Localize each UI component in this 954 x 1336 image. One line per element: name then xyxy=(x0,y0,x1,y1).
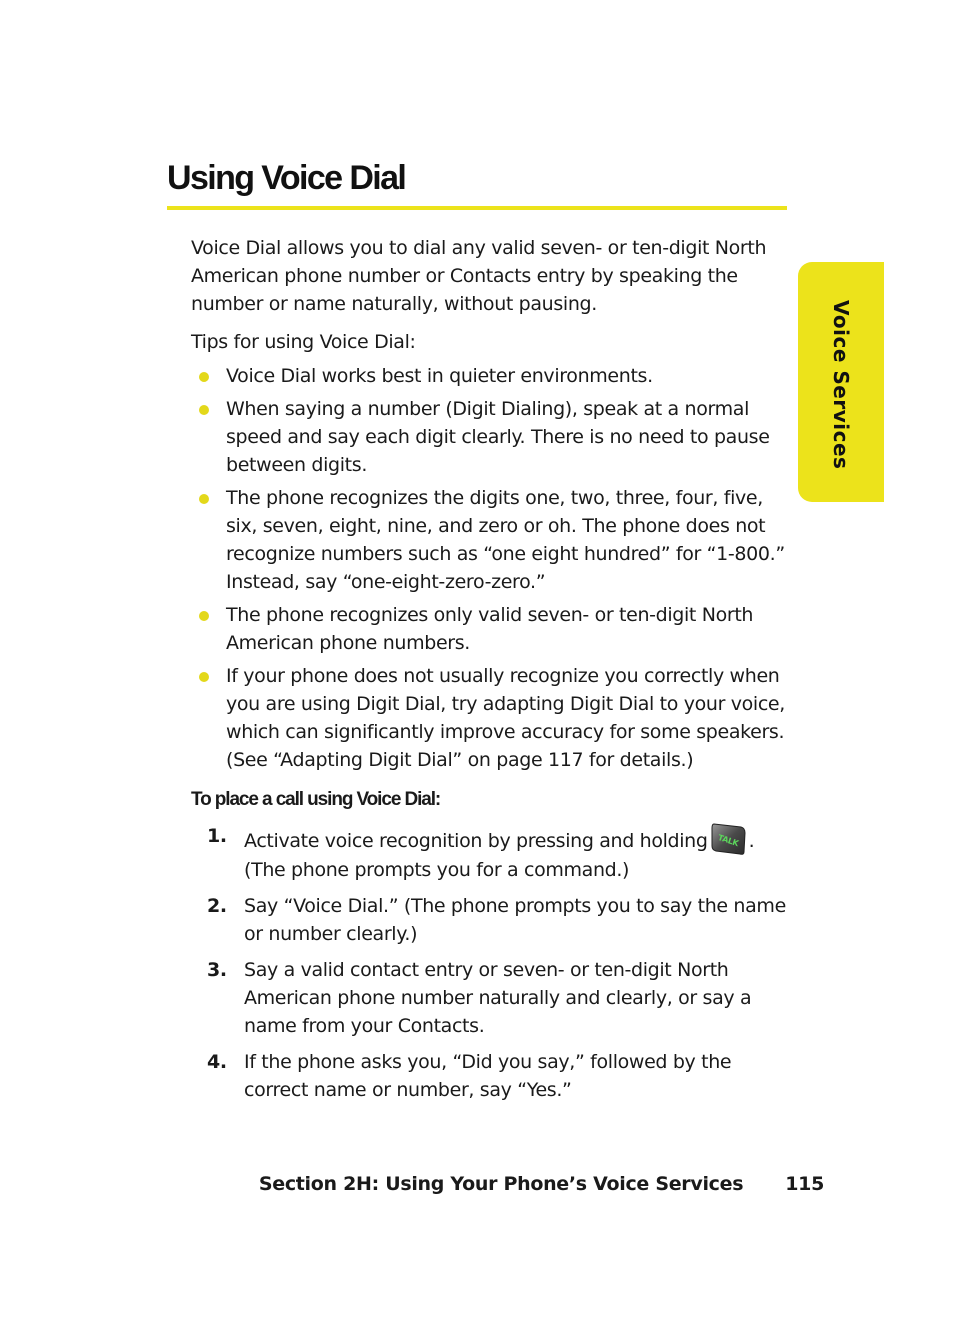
tip-item xyxy=(191,484,791,596)
step-text-after-key: . (The phone prompts you for a command.) xyxy=(244,830,755,881)
steps-list xyxy=(191,822,791,1104)
tip-item xyxy=(191,362,791,390)
bullet-icon xyxy=(199,372,209,382)
step-item xyxy=(191,956,791,1040)
step-number: 2. xyxy=(207,895,227,917)
step-number: 3. xyxy=(207,959,227,981)
section-tab-label: Voice Services xyxy=(829,300,853,470)
tips-label: Tips for using Voice Dial: xyxy=(191,331,416,353)
footer-section-title: Section 2H: Using Your Phone’s Voice Services xyxy=(258,1173,744,1195)
intro-paragraph: Voice Dial allows you to dial any valid seven- or ten-digit North American phone number or Contacts entry by speaking the number or name naturally, without pausing. xyxy=(191,237,767,315)
tip-text: The phone recognizes only valid seven- or ten-digit North American phone numbers. xyxy=(226,604,754,654)
tip-text: When saying a number (Digit Dialing), speak at a normal speed and say each digit clearly. There is no need to pause between digits. xyxy=(226,398,770,476)
step-item xyxy=(191,822,791,884)
page-title: Using Voice Dial xyxy=(167,159,406,197)
bullet-icon xyxy=(199,405,209,415)
main-content xyxy=(191,234,791,1112)
talk-key-icon xyxy=(711,822,747,856)
step-text-before-key: Activate voice recognition by pressing and holding xyxy=(244,830,708,852)
step-item xyxy=(191,1048,791,1104)
step-number: 1. xyxy=(207,825,227,847)
procedure-heading: To place a call using Voice Dial: xyxy=(191,789,441,810)
tip-text: The phone recognizes the digits one, two, three, four, five, six, seven, eight, nine, and zero or oh. The phone does not recognize numbers such as “one eight hundred” for “1-800.” Instead, say “one-eight-zero-zero.” xyxy=(226,487,785,593)
step-text: Say “Voice Dial.” (The phone prompts you to say the name or number clearly.) xyxy=(244,895,786,945)
bullet-icon xyxy=(199,494,209,504)
tip-text: If your phone does not usually recognize you correctly when you are using Digit Dial, try adapting Digit Dial to your voice, which can significantly improve accuracy for some speakers. (See “Adapting Digit Dial” on page 117 for details.) xyxy=(226,665,785,771)
step-item xyxy=(191,892,791,948)
talk-key-label: TALK xyxy=(716,833,740,849)
tip-item xyxy=(191,395,791,479)
page-number: 115 xyxy=(785,1173,824,1195)
step-text: If the phone asks you, “Did you say,” followed by the correct name or number, say “Yes.” xyxy=(244,1051,732,1101)
page-footer xyxy=(0,1170,824,1198)
bullet-icon xyxy=(199,672,209,682)
tip-item xyxy=(191,662,791,774)
step-number: 4. xyxy=(207,1051,227,1073)
tip-text: Voice Dial works best in quieter environments. xyxy=(226,365,653,387)
title-underline xyxy=(167,206,787,210)
bullet-icon xyxy=(199,611,209,621)
tip-item xyxy=(191,601,791,657)
tips-list xyxy=(191,362,791,774)
step-text: Say a valid contact entry or seven- or ten-digit North American phone number naturally and clearly, or say a name from your Contacts. xyxy=(244,959,752,1037)
